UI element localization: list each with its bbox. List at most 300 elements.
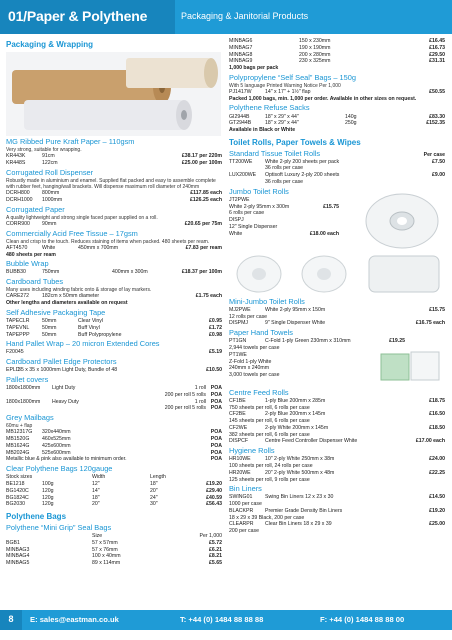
product-size: 230 x 325mm (299, 58, 331, 65)
product-code: MINBAG3 (6, 546, 30, 553)
table-row (6, 392, 226, 399)
polybags-head-width: Width (92, 474, 106, 481)
table-row (229, 159, 449, 166)
product-code: BLACKPR (229, 507, 254, 514)
table-row (229, 508, 449, 515)
product-price: £17.00 each (415, 438, 445, 445)
product-quantity: 1 roll (194, 398, 206, 405)
product-type: Clear Vinyl (78, 318, 103, 325)
product-code: BUBB30 (6, 269, 26, 276)
product-price: £19.25 (389, 338, 405, 345)
table-row (229, 411, 449, 418)
product-colour: White (42, 244, 56, 251)
product-code: White (229, 230, 243, 237)
product-price: £19.20 (429, 507, 445, 514)
table-row (229, 515, 449, 522)
product-desc: Optisoft Luxury 2-ply 200 sheets (265, 172, 340, 179)
product-price: £5.19 (209, 349, 222, 356)
product-price: £8.21 (209, 553, 222, 560)
product-price: £6.21 (209, 546, 222, 553)
product-price: £126.25 each (189, 196, 222, 203)
product-price: £38.17 per 220m (181, 153, 222, 160)
mailbags-note-price: POA (210, 456, 222, 463)
product-price (405, 501, 445, 508)
tissue-desc: Clean and crisp to the touch. Reduces staining of items when packed. 480 sheets per ream. (6, 238, 210, 245)
product-price: £7.83 per ream (185, 244, 222, 251)
product-code: 125 sheets per roll, 9 rolls per case (229, 476, 310, 483)
footer-fax: F: +44 (0) 1484 88 88 00 (320, 615, 405, 624)
product-desc (265, 352, 375, 359)
self-seal-note-row (229, 96, 449, 103)
footer-email[interactable]: E: sales@eastman.co.uk (30, 615, 119, 624)
product-price: £117.85 each (190, 190, 222, 197)
product-code: HR10WE (229, 456, 251, 463)
product-size: 91cm (42, 153, 55, 160)
product-desc: Centre Feed Controller Dispenser White (265, 438, 358, 445)
product-code: MINBAG8 (229, 51, 253, 58)
product-size: 525x600mm (42, 449, 71, 456)
towels-icon (379, 348, 443, 384)
hand-towels-title: Paper Hand Towels (229, 328, 293, 338)
product-size: 450mm x 700mm (78, 244, 119, 251)
table-row (229, 231, 339, 238)
left-column (6, 38, 226, 567)
product-size: 190 x 190mm (299, 44, 331, 51)
product-size: 90mm (42, 220, 57, 227)
section-title: 01/Paper & Polythene (8, 8, 148, 24)
product-code: TAPEPPP (6, 331, 30, 338)
product-gauge: 120g (42, 501, 54, 508)
product-code: MB12317G (6, 429, 33, 436)
table-row (229, 456, 449, 463)
product-desc (265, 432, 405, 439)
product-price: £31.31 (429, 58, 445, 65)
product-price (405, 463, 445, 470)
product-price: £5.72 (209, 539, 222, 546)
mailbags-title: Grey Mailbags (6, 413, 54, 423)
table-row (6, 436, 226, 443)
product-type: Buff Vinyl (78, 324, 100, 331)
product-code: BGB1 (6, 539, 20, 546)
product-code: BG1824C (6, 494, 29, 501)
table-row (6, 367, 226, 374)
table-row (229, 224, 339, 231)
product-price: £152.35 (426, 120, 445, 127)
product-price: £16.73 (429, 44, 445, 51)
product-price: £40.59 (206, 494, 222, 501)
product-price: £7.50 (432, 158, 445, 165)
product-dimensions: 400mm x 300m (112, 269, 148, 276)
product-desc (265, 345, 375, 352)
table-row (6, 450, 226, 457)
product-desc: 2-ply Blue 200mm x 145m (265, 411, 326, 418)
tubes-title: Cardboard Tubes (6, 277, 64, 287)
kraft-desc: Very strong, suitable for wrapping. (6, 147, 82, 154)
polythene-bags-heading: Polythene Bags (6, 512, 67, 522)
product-code: 18 x 29 x 39 Black, 200 per case (229, 514, 305, 521)
table-row (6, 385, 226, 392)
product-price: £5.65 (209, 560, 222, 567)
tissue-note: 480 sheets per ream (6, 251, 56, 258)
product-size (6, 405, 52, 412)
product-price: £29.50 (429, 51, 445, 58)
product-code: DISPMJ (229, 320, 249, 327)
product-price: £20.65 per 75m (184, 220, 222, 227)
toilet-heading: Toilet Rolls, Paper Towels & Wipes (229, 137, 361, 147)
table-row (6, 269, 226, 276)
product-gauge: 120g (42, 487, 54, 494)
product-quantity: 1 roll (194, 385, 206, 392)
covers-title: Pallet covers (6, 375, 49, 385)
hygiene-title: Hygiene Rolls (229, 446, 275, 456)
table-row (229, 179, 449, 186)
table-row (229, 477, 449, 484)
product-code: 382 sheets per roll, 6 rolls per case (229, 431, 310, 438)
table-row (6, 293, 226, 300)
product-price: £16.50 (429, 411, 445, 418)
product-code: PT1WE (229, 351, 247, 358)
product-code: 100 sheets per roll, 24 rolls per case (229, 463, 313, 470)
self-seal-note: Packed 1,000 bags, min. 1,000 per order. Available in other sizes on request. (229, 95, 417, 102)
table-row (6, 153, 226, 160)
product-code: Z-Fold 1-ply White (229, 358, 272, 365)
product-code: MINBAG5 (6, 560, 30, 567)
product-price (309, 224, 339, 231)
polybags-title: Clear Polythene Bags 120gauge (6, 464, 113, 474)
product-price: £18.75 (429, 397, 445, 404)
pallet-wrap-title: Hand Pallet Wrap – 20 micron Extended Cores (6, 339, 160, 349)
table-row (229, 204, 339, 211)
product-price: £22.25 (429, 469, 445, 476)
product-width: 20" (92, 501, 100, 508)
product-price (405, 515, 445, 522)
table-row (6, 190, 226, 197)
table-row (229, 114, 449, 121)
jumbo-title: Jumbo Toilet Rolls (229, 186, 289, 196)
product-code: MJ2PWE (229, 306, 251, 313)
product-code (229, 165, 265, 172)
product-code: DCRH1000 (6, 196, 33, 203)
product-gauge: 100g (42, 481, 54, 488)
product-size: 122cm (42, 159, 58, 166)
product-price (405, 477, 445, 484)
product-price: £0.98 (209, 331, 222, 338)
bubble-title: Bubble Wrap (6, 259, 49, 269)
product-desc (265, 372, 375, 379)
product-price: POA (210, 442, 222, 449)
page-header (0, 0, 452, 34)
hand-towels-block (229, 338, 449, 379)
table-row (229, 307, 449, 314)
product-size: 1800x1800mm (6, 385, 41, 392)
table-row (229, 418, 449, 425)
product-code: CF1BE (229, 397, 246, 404)
product-code: MINBAG6 (229, 38, 253, 44)
product-code: 2,944 towels per case (229, 345, 280, 352)
table-row (229, 52, 449, 59)
product-code: DISPJ (229, 217, 244, 224)
table-row (6, 553, 226, 560)
product-code: KR443K (6, 153, 26, 160)
product-desc (265, 359, 375, 366)
product-price: £18.00 each (309, 230, 339, 237)
product-code: JT2PWE (229, 196, 250, 203)
tape-title: Self Adhesive Packaging Tape (6, 307, 106, 317)
product-price: £25.00 per 100m (181, 159, 222, 166)
product-code: PT1GN (229, 338, 247, 345)
product-desc (265, 528, 405, 535)
polybags-head-length: Length (150, 474, 166, 481)
product-price (405, 405, 445, 412)
product-size: 50mm (42, 318, 57, 325)
product-price: POA (210, 429, 222, 436)
table-row (229, 425, 449, 432)
paper-rolls-photo (6, 52, 221, 136)
product-price: £19.20 (206, 481, 222, 488)
product-desc: 36 rolls per case (265, 178, 304, 185)
product-price: £15.75 (429, 306, 445, 313)
product-price: £15.75 (323, 203, 339, 210)
product-code: CARE272 (6, 293, 30, 300)
table-row (229, 217, 339, 224)
product-code: 1000 per case (229, 501, 262, 508)
product-desc: Clear Bin Liners 18 x 29 x 39 (265, 521, 332, 528)
towel-dispenser-photo (229, 252, 444, 296)
table-row (6, 221, 226, 228)
product-price: £25.00 (429, 521, 445, 528)
product-code: MB1520G (6, 436, 30, 443)
product-desc: White 2-ply 95mm x 150m (265, 306, 326, 313)
product-code: AFT4570 (6, 244, 28, 251)
product-quantity: 200 per roll 5 rolls (164, 391, 206, 398)
product-code: GI2944B (229, 113, 250, 120)
product-code: MB2024G (6, 449, 30, 456)
product-code: DCRH800 (6, 190, 30, 197)
minigrip-head (6, 533, 226, 540)
product-size: 18" x 29" x 44" (265, 120, 299, 127)
tissue-title: Commercially Acid Free Tissue – 17gsm (6, 228, 138, 238)
table-row (6, 349, 226, 356)
product-price (309, 210, 339, 217)
product-length: 20" (150, 487, 158, 494)
product-desc: 36 rolls per case (265, 165, 304, 172)
product-type (52, 405, 122, 412)
table-row (6, 488, 226, 495)
product-size: 100 x 40mm (92, 553, 121, 560)
product-price: POA (210, 405, 222, 412)
table-row (6, 325, 226, 332)
product-desc (265, 463, 405, 470)
standard-title-row (229, 150, 449, 159)
table-row (6, 540, 226, 547)
table-row (229, 494, 449, 501)
table-row (6, 495, 226, 502)
table-row (6, 197, 226, 204)
product-price: £18.37 per 100m (181, 269, 222, 276)
minigrip-head-size: Size (92, 533, 103, 540)
product-price (309, 197, 339, 204)
product-size: 460x525mm (42, 436, 71, 443)
product-desc: Premier Grade Density Bin Liners (265, 507, 343, 514)
corr-disp-desc: Robustly made in aluminium and enamel. Supplied flat packed and easy to assemble complete with rubber feet, hanging/wall brackets. Will dispense maximum roll diameter of 240mm (6, 177, 216, 190)
product-size: 1800x1800mm (6, 398, 41, 405)
product-code: 200 per case (229, 528, 259, 535)
product-code: CF2WE (229, 424, 248, 431)
minbag-note: 1,000 bags per pack (229, 65, 279, 71)
refuse-note: Available in Black or White (229, 127, 296, 134)
product-size: 50mm (42, 324, 57, 331)
product-desc: 2-ply White 200mm x 145m (265, 424, 329, 431)
mailbags-note: Metallic blue & pink also available to minimum order. (6, 456, 127, 463)
product-quantity: 200 per roll 5 rolls (164, 405, 206, 412)
page-number: 8 (0, 610, 22, 630)
paper-rolls-illustration (6, 52, 221, 136)
product-code: TAPECLR (6, 318, 30, 325)
product-desc: Swing Bin Liners 12 x 23 x 30 (265, 494, 334, 501)
product-code: 145 sheets per roll, 6 rolls per case (229, 418, 310, 425)
product-code: MB1624G (6, 442, 30, 449)
product-code: MINBAG7 (229, 44, 253, 51)
product-price (309, 217, 339, 224)
product-width: 12" (92, 481, 100, 488)
product-code: DISPCF (229, 438, 249, 445)
product-price: POA (210, 436, 222, 443)
product-size: 800mm (42, 190, 60, 197)
table-row (229, 314, 449, 321)
jumbo-block (229, 197, 449, 251)
table-row (229, 501, 449, 508)
product-price (405, 528, 445, 535)
table-row (6, 443, 226, 450)
mailbags-desc: 60mu + flap (6, 423, 33, 430)
jumbo-roll-icon (359, 191, 445, 251)
product-code: HR20WE (229, 469, 251, 476)
product-code: EPLD (6, 367, 20, 374)
table-row (6, 405, 226, 412)
product-size: 35 x 35 x 1000mm Light Duty, Bundle of 48 (18, 367, 118, 374)
product-price: £29.40 (206, 487, 222, 494)
product-desc: 20" 2-ply White 500mm x 48m (265, 469, 335, 476)
edge-title: Cardboard Pallet Edge Protectors (6, 357, 117, 367)
product-size: 57 x 76mm (92, 546, 118, 553)
product-code: LUX200WE (229, 172, 257, 179)
product-price: £83.30 (429, 113, 445, 120)
section-subtitle: Packaging & Janitorial Products (181, 11, 309, 21)
table-row (229, 172, 449, 179)
product-length: 18" (150, 481, 158, 488)
product-code (229, 179, 265, 186)
product-code: 12 rolls per case (229, 313, 268, 320)
table-row (6, 501, 226, 508)
table-row (6, 560, 226, 567)
table-row (229, 45, 449, 52)
product-gauge: 120g (42, 494, 54, 501)
product-price: £16.75 each (415, 320, 445, 327)
right-column (229, 38, 449, 535)
table-row (229, 210, 339, 217)
product-price (405, 165, 445, 172)
product-desc (265, 405, 405, 412)
product-desc (265, 314, 405, 321)
product-price: £24.00 (429, 456, 445, 463)
product-price (405, 418, 445, 425)
product-type: Light Duty (52, 385, 76, 392)
table-row (229, 470, 449, 477)
product-code: 750 sheets per roll, 6 rolls per case (229, 404, 310, 411)
product-price: £1.75 each (195, 293, 222, 300)
product-desc (265, 418, 405, 425)
product-price: POA (210, 398, 222, 405)
product-price: POA (210, 391, 222, 398)
product-gauge: 250g (345, 120, 357, 127)
product-type (52, 392, 122, 399)
product-code: BE1218 (6, 481, 25, 488)
product-code: MINBAG4 (6, 553, 30, 560)
product-size: 89 x 114mm (92, 560, 121, 567)
product-code: BG2030 (6, 501, 26, 508)
product-code: GT2944B (229, 120, 252, 127)
page-footer (0, 600, 452, 640)
product-size: 14" x 17" + 1½" flap (265, 88, 311, 95)
product-desc (265, 515, 405, 522)
product-size (6, 392, 52, 399)
product-size: 150 x 230mm (299, 38, 331, 44)
product-size: 182cm x 50mm diameter (42, 293, 100, 300)
table-row (229, 338, 449, 345)
product-price (405, 314, 445, 321)
product-code: TAPEVNL (6, 324, 30, 331)
table-row (6, 332, 226, 339)
table-row (6, 160, 226, 167)
table-row (229, 521, 449, 528)
table-row (229, 197, 339, 204)
mini-jumbo-title: Mini-Jumbo Toilet Rolls (229, 296, 305, 306)
product-code: BG1420C (6, 487, 29, 494)
tubes-note: Other lengths and diameters available on request (6, 300, 128, 307)
standard-per-case: Per case (423, 151, 445, 158)
product-desc: White 2-ply 200 sheets per pack (265, 158, 340, 165)
product-price: £56.43 (206, 501, 222, 508)
product-code: SWING01 (229, 494, 253, 501)
product-price: £18.50 (429, 424, 445, 431)
product-size: 425x600mm (42, 442, 71, 449)
product-gauge: 140g (345, 113, 357, 120)
product-price: £16.45 (429, 38, 445, 44)
product-size: 57 x 57mm (92, 539, 118, 546)
refuse-title: Polythene Refuse Sacks (229, 103, 310, 113)
table-row (229, 165, 449, 172)
product-price: £9.00 (432, 172, 445, 179)
product-code: TT200WE (229, 158, 253, 165)
product-desc (265, 477, 405, 484)
table-row (6, 245, 226, 252)
product-code: CF2BE (229, 411, 246, 418)
product-length: 30" (150, 501, 158, 508)
product-code: White 2-ply 95mm x 300m (229, 203, 290, 210)
corr-paper-title: Corrugated Paper (6, 204, 65, 214)
product-desc (265, 365, 375, 372)
product-size: 750mm (42, 269, 60, 276)
mailbags-note-row (6, 456, 226, 463)
product-code: 240mm x 240mm (229, 365, 270, 372)
table-row (229, 432, 449, 439)
minigrip-head-price: Per 1,000 (199, 533, 222, 540)
product-code: MINBAG9 (229, 58, 253, 65)
product-code: F20045 (6, 349, 24, 356)
product-size: 200 x 280mm (299, 51, 331, 58)
corr-paper-desc: A quality lightweight and strong single faced paper supplied on a roll. (6, 214, 158, 221)
product-price: POA (210, 449, 222, 456)
